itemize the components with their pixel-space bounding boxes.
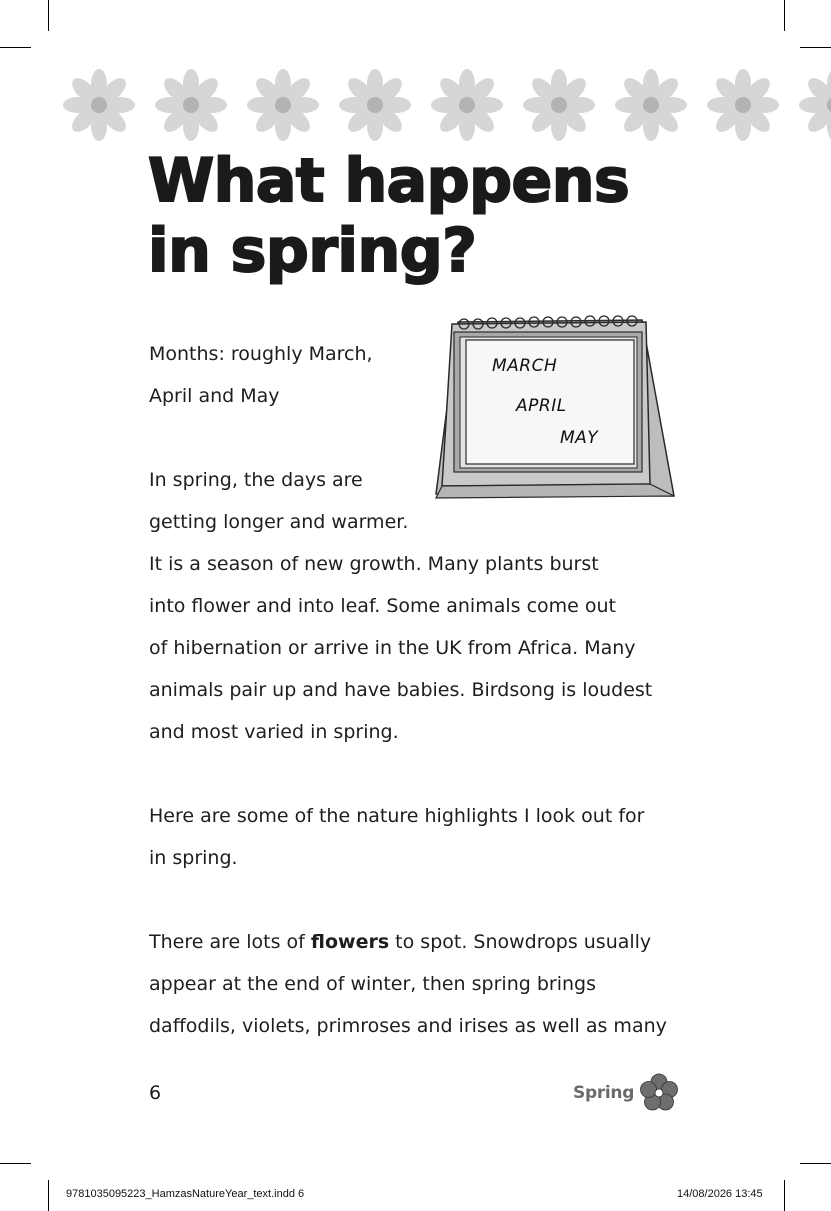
text-run: to spot. Snowdrops usually bbox=[389, 931, 652, 953]
text-line: of hibernation or arrive in the UK from Africa. Many bbox=[149, 637, 636, 659]
calendar-month: MAY bbox=[560, 428, 599, 448]
crop-mark bbox=[800, 1163, 831, 1164]
flower-icon bbox=[523, 69, 595, 141]
text-line: April and May bbox=[149, 385, 280, 407]
text-line: daffodils, violets, primroses and irises as well as many bbox=[149, 1015, 667, 1037]
flower-icon bbox=[637, 1071, 681, 1115]
body-paragraph bbox=[149, 459, 709, 753]
page-number: 6 bbox=[149, 1082, 162, 1104]
flower-border bbox=[55, 62, 831, 150]
flower-icon bbox=[63, 69, 135, 141]
page-title bbox=[148, 146, 629, 286]
crop-mark bbox=[48, 1180, 49, 1211]
text-line: getting longer and warmer. bbox=[149, 511, 409, 533]
slug-filename: 9781035095223_HamzasNatureYear_text.indd 6 bbox=[66, 1188, 305, 1200]
text-line: appear at the end of winter, then spring brings bbox=[149, 973, 596, 995]
flower-icon bbox=[615, 69, 687, 141]
title-line: What happens bbox=[148, 146, 630, 216]
text-line: In spring, the days are bbox=[149, 469, 363, 491]
text-line: Months: roughly March, bbox=[149, 343, 373, 365]
crop-mark bbox=[48, 0, 49, 31]
text-line: It is a season of new growth. Many plants burst bbox=[149, 553, 599, 575]
flower-icon bbox=[339, 69, 411, 141]
text-line: into flower and into leaf. Some animals come out bbox=[149, 595, 617, 617]
body-paragraph bbox=[149, 795, 709, 879]
crop-mark bbox=[784, 0, 785, 31]
text-line: in spring. bbox=[149, 847, 238, 869]
crop-mark bbox=[0, 47, 31, 48]
text-line: Here are some of the nature highlights I look out for bbox=[149, 805, 645, 827]
section-label: Spring bbox=[573, 1083, 635, 1103]
bold-term: flowers bbox=[310, 931, 390, 953]
flower-icon bbox=[155, 69, 227, 141]
flower-icon bbox=[707, 69, 779, 141]
text-line: animals pair up and have babies. Birdsong is loudest bbox=[149, 679, 653, 701]
text-line: and most varied in spring. bbox=[149, 721, 399, 743]
title-line: in spring? bbox=[148, 216, 477, 286]
text-run: There are lots of bbox=[149, 931, 311, 953]
flower-icon bbox=[799, 69, 831, 141]
slug-timestamp: 14/08/2026 13:45 bbox=[677, 1188, 763, 1200]
flower-icon bbox=[247, 69, 319, 141]
body-paragraph bbox=[149, 921, 709, 1047]
crop-mark bbox=[0, 1163, 31, 1164]
crop-mark bbox=[784, 1180, 785, 1211]
calendar-month: APRIL bbox=[516, 396, 567, 416]
text-line bbox=[149, 921, 709, 963]
crop-mark bbox=[800, 47, 831, 48]
flower-icon bbox=[431, 69, 503, 141]
calendar-month: MARCH bbox=[492, 356, 558, 376]
